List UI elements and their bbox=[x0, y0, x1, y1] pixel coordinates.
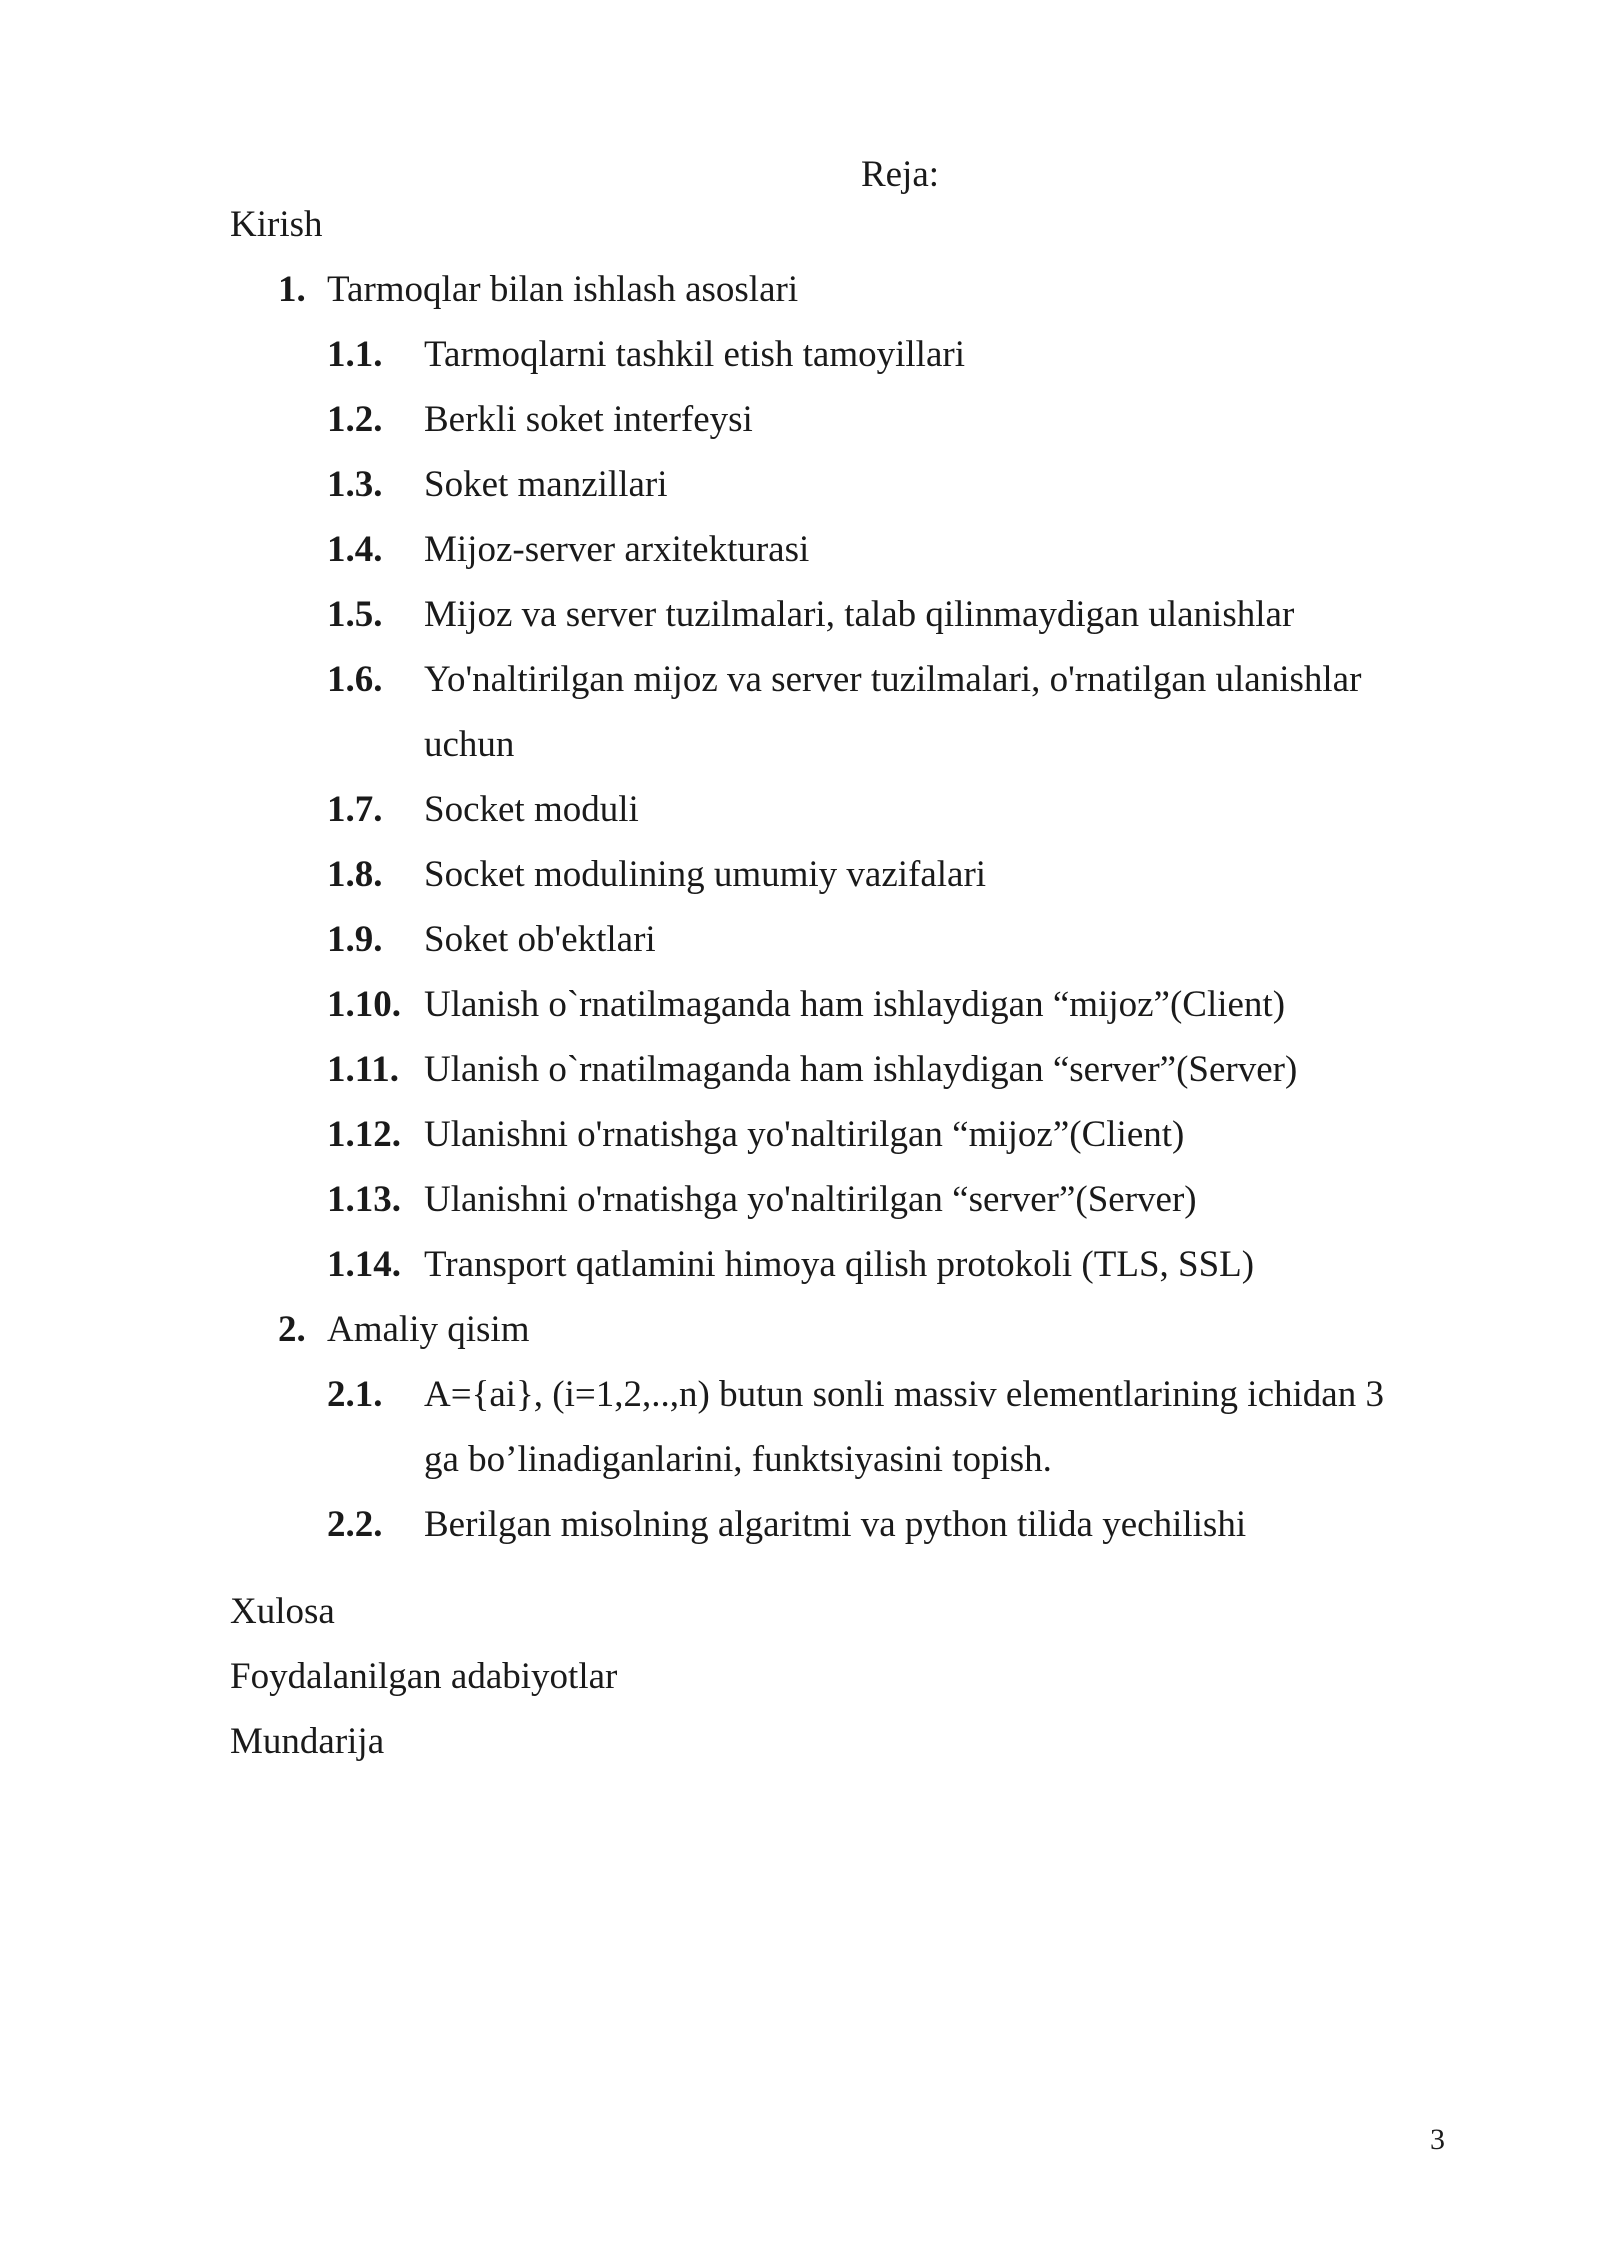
conclusion-heading: Xulosa bbox=[230, 1591, 335, 1632]
item-1-8-label: Socket modulining umumiy vazifalari bbox=[424, 854, 987, 895]
section-2-label: Amaliy qisim bbox=[327, 1309, 530, 1350]
item-1-11-number: 1.11. bbox=[327, 1049, 399, 1090]
item-1-4-label: Mijoz-server arxitekturasi bbox=[424, 529, 810, 570]
item-1-12-number: 1.12. bbox=[327, 1114, 401, 1155]
item-1-12-label: Ulanishni o'rnatishga yo'naltirilgan “mijoz”(Client) bbox=[424, 1114, 1185, 1155]
item-1-6-number: 1.6. bbox=[327, 659, 383, 700]
section-1-label: Tarmoqlar bilan ishlash asoslari bbox=[327, 269, 799, 310]
item-2-1-label: A={ai}, (i=1,2,..,n) butun sonli massiv elementlarining ichidan 3 bbox=[424, 1374, 1384, 1415]
item-1-11-label: Ulanish o`rnatilmaganda ham ishlaydigan “server”(Server) bbox=[424, 1049, 1298, 1090]
item-2-2-label: Berilgan misolning algaritmi va python tilida yechilishi bbox=[424, 1504, 1247, 1545]
item-1-5-label: Mijoz va server tuzilmalari, talab qilinmaydigan ulanishlar bbox=[424, 594, 1295, 635]
item-1-4-number: 1.4. bbox=[327, 529, 383, 570]
item-1-7-number: 1.7. bbox=[327, 789, 383, 830]
item-2-1-number: 2.1. bbox=[327, 1374, 383, 1415]
item-1-10-number: 1.10. bbox=[327, 984, 401, 1025]
intro-heading: Kirish bbox=[230, 204, 323, 245]
section-1-number: 1. bbox=[278, 269, 306, 310]
item-1-6-label-continued: uchun bbox=[424, 724, 515, 765]
item-1-5-number: 1.5. bbox=[327, 594, 383, 635]
item-1-7-label: Socket moduli bbox=[424, 789, 639, 830]
page-title: Reja: bbox=[860, 154, 940, 195]
item-1-1-label: Tarmoqlarni tashkil etish tamoyillari bbox=[424, 334, 965, 375]
item-2-2-number: 2.2. bbox=[327, 1504, 383, 1545]
section-2-number: 2. bbox=[278, 1309, 306, 1350]
item-1-3-number: 1.3. bbox=[327, 464, 383, 505]
item-1-14-label: Transport qatlamini himoya qilish protokoli (TLS, SSL) bbox=[424, 1244, 1255, 1285]
item-1-10-label: Ulanish o`rnatilmaganda ham ishlaydigan “mijoz”(Client) bbox=[424, 984, 1286, 1025]
item-1-2-label: Berkli soket interfeysi bbox=[424, 399, 753, 440]
item-1-9-label: Soket ob'ektlari bbox=[424, 919, 656, 960]
item-1-1-number: 1.1. bbox=[327, 334, 383, 375]
page-number: 3 bbox=[1430, 2123, 1445, 2156]
item-1-8-number: 1.8. bbox=[327, 854, 383, 895]
item-1-14-number: 1.14. bbox=[327, 1244, 401, 1285]
item-1-6-label: Yo'naltirilgan mijoz va server tuzilmalari, o'rnatilgan ulanishlar bbox=[424, 659, 1362, 700]
contents-heading: Mundarija bbox=[230, 1721, 385, 1762]
item-1-3-label: Soket manzillari bbox=[424, 464, 668, 505]
item-2-1-label-continued: ga bo’linadiganlarini, funktsiyasini topish. bbox=[424, 1439, 1052, 1480]
item-1-13-number: 1.13. bbox=[327, 1179, 401, 1220]
item-1-2-number: 1.2. bbox=[327, 399, 383, 440]
item-1-9-number: 1.9. bbox=[327, 919, 383, 960]
item-1-13-label: Ulanishni o'rnatishga yo'naltirilgan “server”(Server) bbox=[424, 1179, 1197, 1220]
references-heading: Foydalanilgan adabiyotlar bbox=[230, 1656, 618, 1697]
